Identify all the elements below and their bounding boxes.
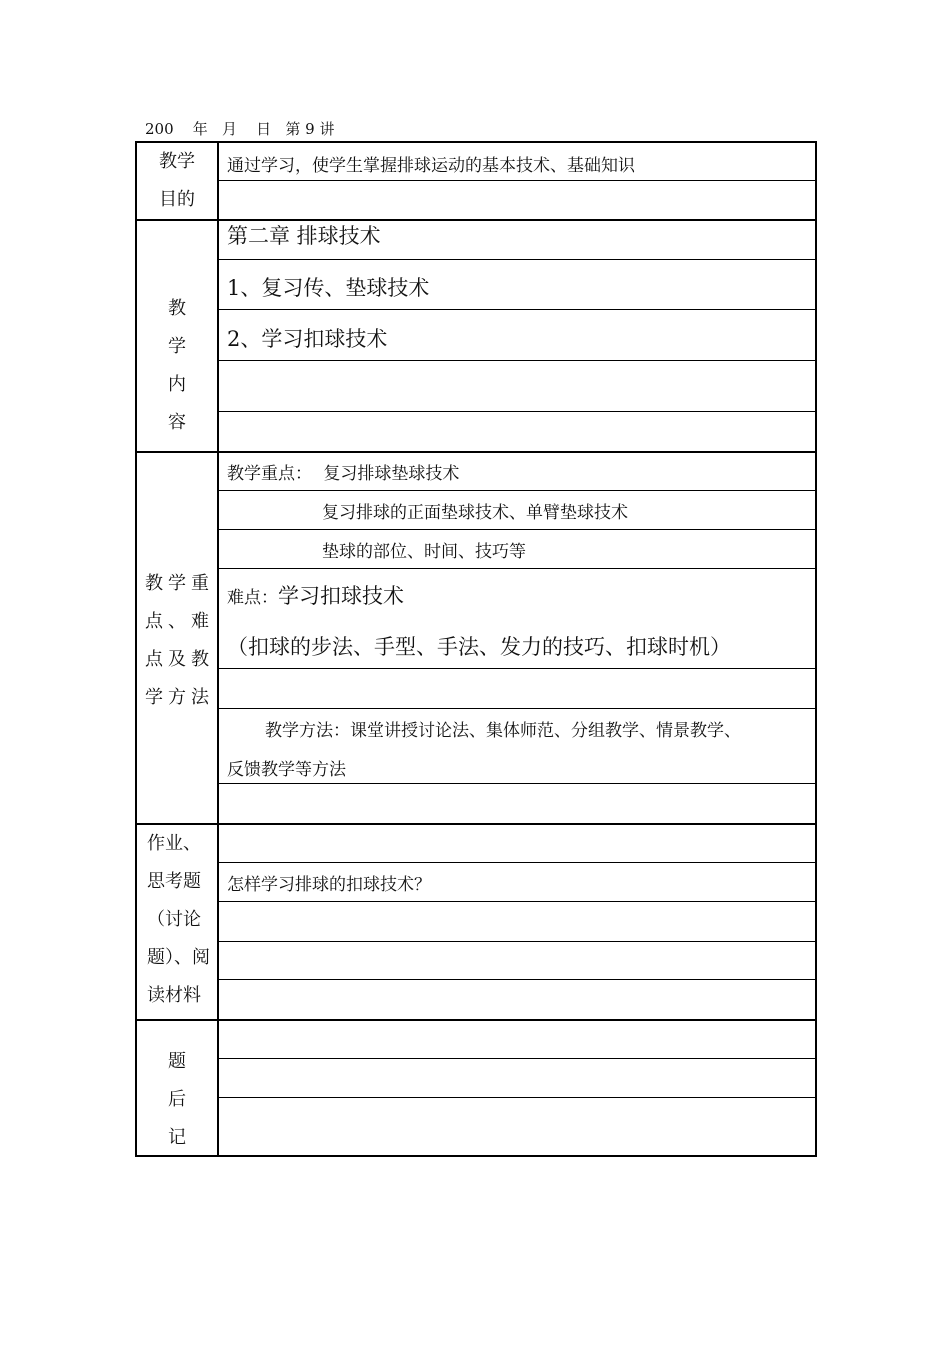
key-point-detail-2: 垫球的部位、时间、技巧等 — [322, 542, 526, 562]
row-divider — [217, 180, 815, 181]
row-divider — [217, 309, 815, 310]
row-divider — [217, 708, 815, 709]
section-divider — [137, 823, 815, 825]
row-divider — [217, 862, 815, 863]
focus-label: 教学重 点、难 点及教 学方法 — [145, 573, 209, 708]
method-line-1: 教学方法：课堂讲授讨论法、集体师范、分组教学、情景教学、 — [265, 721, 741, 741]
row-divider — [217, 411, 815, 412]
row-divider — [217, 941, 815, 942]
row-divider — [217, 1097, 815, 1098]
row-divider — [217, 1058, 815, 1059]
row-divider — [217, 568, 815, 569]
section-divider — [137, 1019, 815, 1021]
lesson-plan-table — [135, 141, 817, 1157]
content-item-1: 1、复习传、垫球技术 — [227, 276, 430, 300]
row-divider — [217, 490, 815, 491]
row-divider — [217, 529, 815, 530]
column-divider — [217, 143, 219, 1155]
content-label: 教 学 内 容 — [168, 298, 186, 433]
key-point: 教学重点： 复习排球垫球技术 — [227, 464, 460, 484]
row-divider — [217, 360, 815, 361]
row-divider — [217, 783, 815, 784]
notes-label: 题 后 记 — [168, 1051, 186, 1148]
purpose-text: 通过学习，使学生掌握排球运动的基本技术、基础知识 — [227, 156, 635, 176]
method-line-2: 反馈教学等方法 — [227, 760, 346, 780]
content-item-2: 2、学习扣球技术 — [227, 327, 388, 351]
lesson-header: 200 年 月 日 第 9 讲 — [145, 120, 335, 138]
purpose-label: 教学 目的 — [159, 151, 195, 210]
row-divider — [217, 668, 815, 669]
row-divider — [217, 901, 815, 902]
chapter-title: 第二章 排球技术 — [227, 224, 381, 248]
section-divider — [137, 451, 815, 453]
homework-label: 作业、 思考题 （讨论 题）、阅 读材料 — [147, 833, 210, 1006]
difficulty: 难点：学习扣球技术 — [227, 584, 404, 608]
difficulty-detail: （扣球的步法、手型、手法、发力的技巧、扣球时机） — [227, 635, 731, 659]
homework-question: 怎样学习排球的扣球技术？ — [227, 875, 431, 895]
row-divider — [217, 259, 815, 260]
row-divider — [217, 979, 815, 980]
key-point-detail-1: 复习排球的正面垫球技术、单臂垫球技术 — [322, 503, 628, 523]
